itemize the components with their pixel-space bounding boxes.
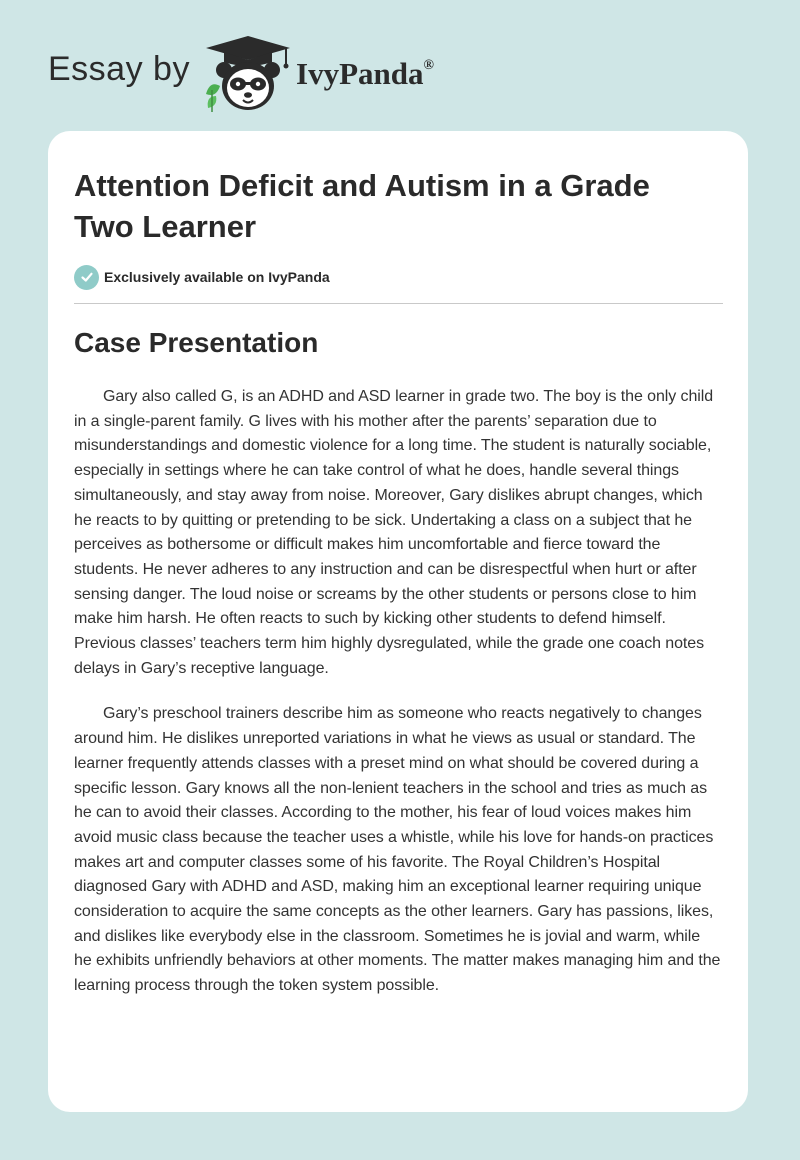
article-card [48, 131, 748, 1112]
paragraph: Gary’s preschool trainers describe him as someone who reacts negatively to changes around him. He dislikes unreported variations in what he views as usual or standard. The learner frequently attends classes with a preset mind on what should be covered during a specific lesson. Gary knows all the non-lenient teachers in the school and tries as much as he can to avoid their classes. According to the mother, his fear of loud voices makes him avoid music class because the teacher uses a whistle, while his love for hands-on practices makes art and computer classes some of his favorite. The Royal Children’s Hospital diagnosed Gary with ADHD and ASD, making him an exceptional learner requiring unique consideration to acquire the same concepts as the other learners. Gary has passions, likes, and dislikes like everybody else in the classroom. Sometimes he is jovial and warm, while he exhibits unfriendly behaviors at other moments. The matter makes managing him and the learning process through the token system possible. [74, 705, 721, 995]
check-icon [74, 265, 99, 290]
article-body [74, 385, 722, 1020]
article-title: Attention Deficit and Autism in a Grade Two Learner [74, 168, 650, 244]
registered-mark: ® [423, 58, 434, 73]
exclusive-badge [74, 264, 330, 290]
brand-name-text: IvyPanda [296, 56, 424, 91]
divider [74, 303, 723, 304]
panda-graduate-icon[interactable] [200, 34, 296, 114]
badge-text: Exclusively available on IvyPanda [104, 269, 330, 285]
site-header [0, 0, 800, 130]
brand-name[interactable] [296, 56, 434, 92]
paragraph: Gary also called G, is an ADHD and ASD learner in grade two. The boy is the only child in a single-parent family. G lives with his mother after the parents’ separation due to misunderstandings and domestic violence for a long time. The student is naturally sociable, especially in settings where he can take control of what he does, handle several things simultaneously, and stay away from noise. Moreover, Gary dislikes abrupt changes, which he reacts to by quitting or pretending to be sick. Undertaking a class on a subject that he perceives as bothersome or difficult makes him uncomfortable and fierce toward the students. He never adheres to any instruction and can be disrespectful when hurt or after sensing danger. The loud noise or screams by the other students or persons close to him make him harsh. He often reacts to such by kicking other students to defend himself. Previous classes’ teachers term him highly dysregulated, while the grade one coach notes delays in Gary’s receptive language. [74, 388, 714, 677]
leaf-icon [206, 84, 220, 112]
section-heading: Case Presentation [74, 327, 319, 358]
brand-prefix: Essay by [48, 50, 190, 88]
